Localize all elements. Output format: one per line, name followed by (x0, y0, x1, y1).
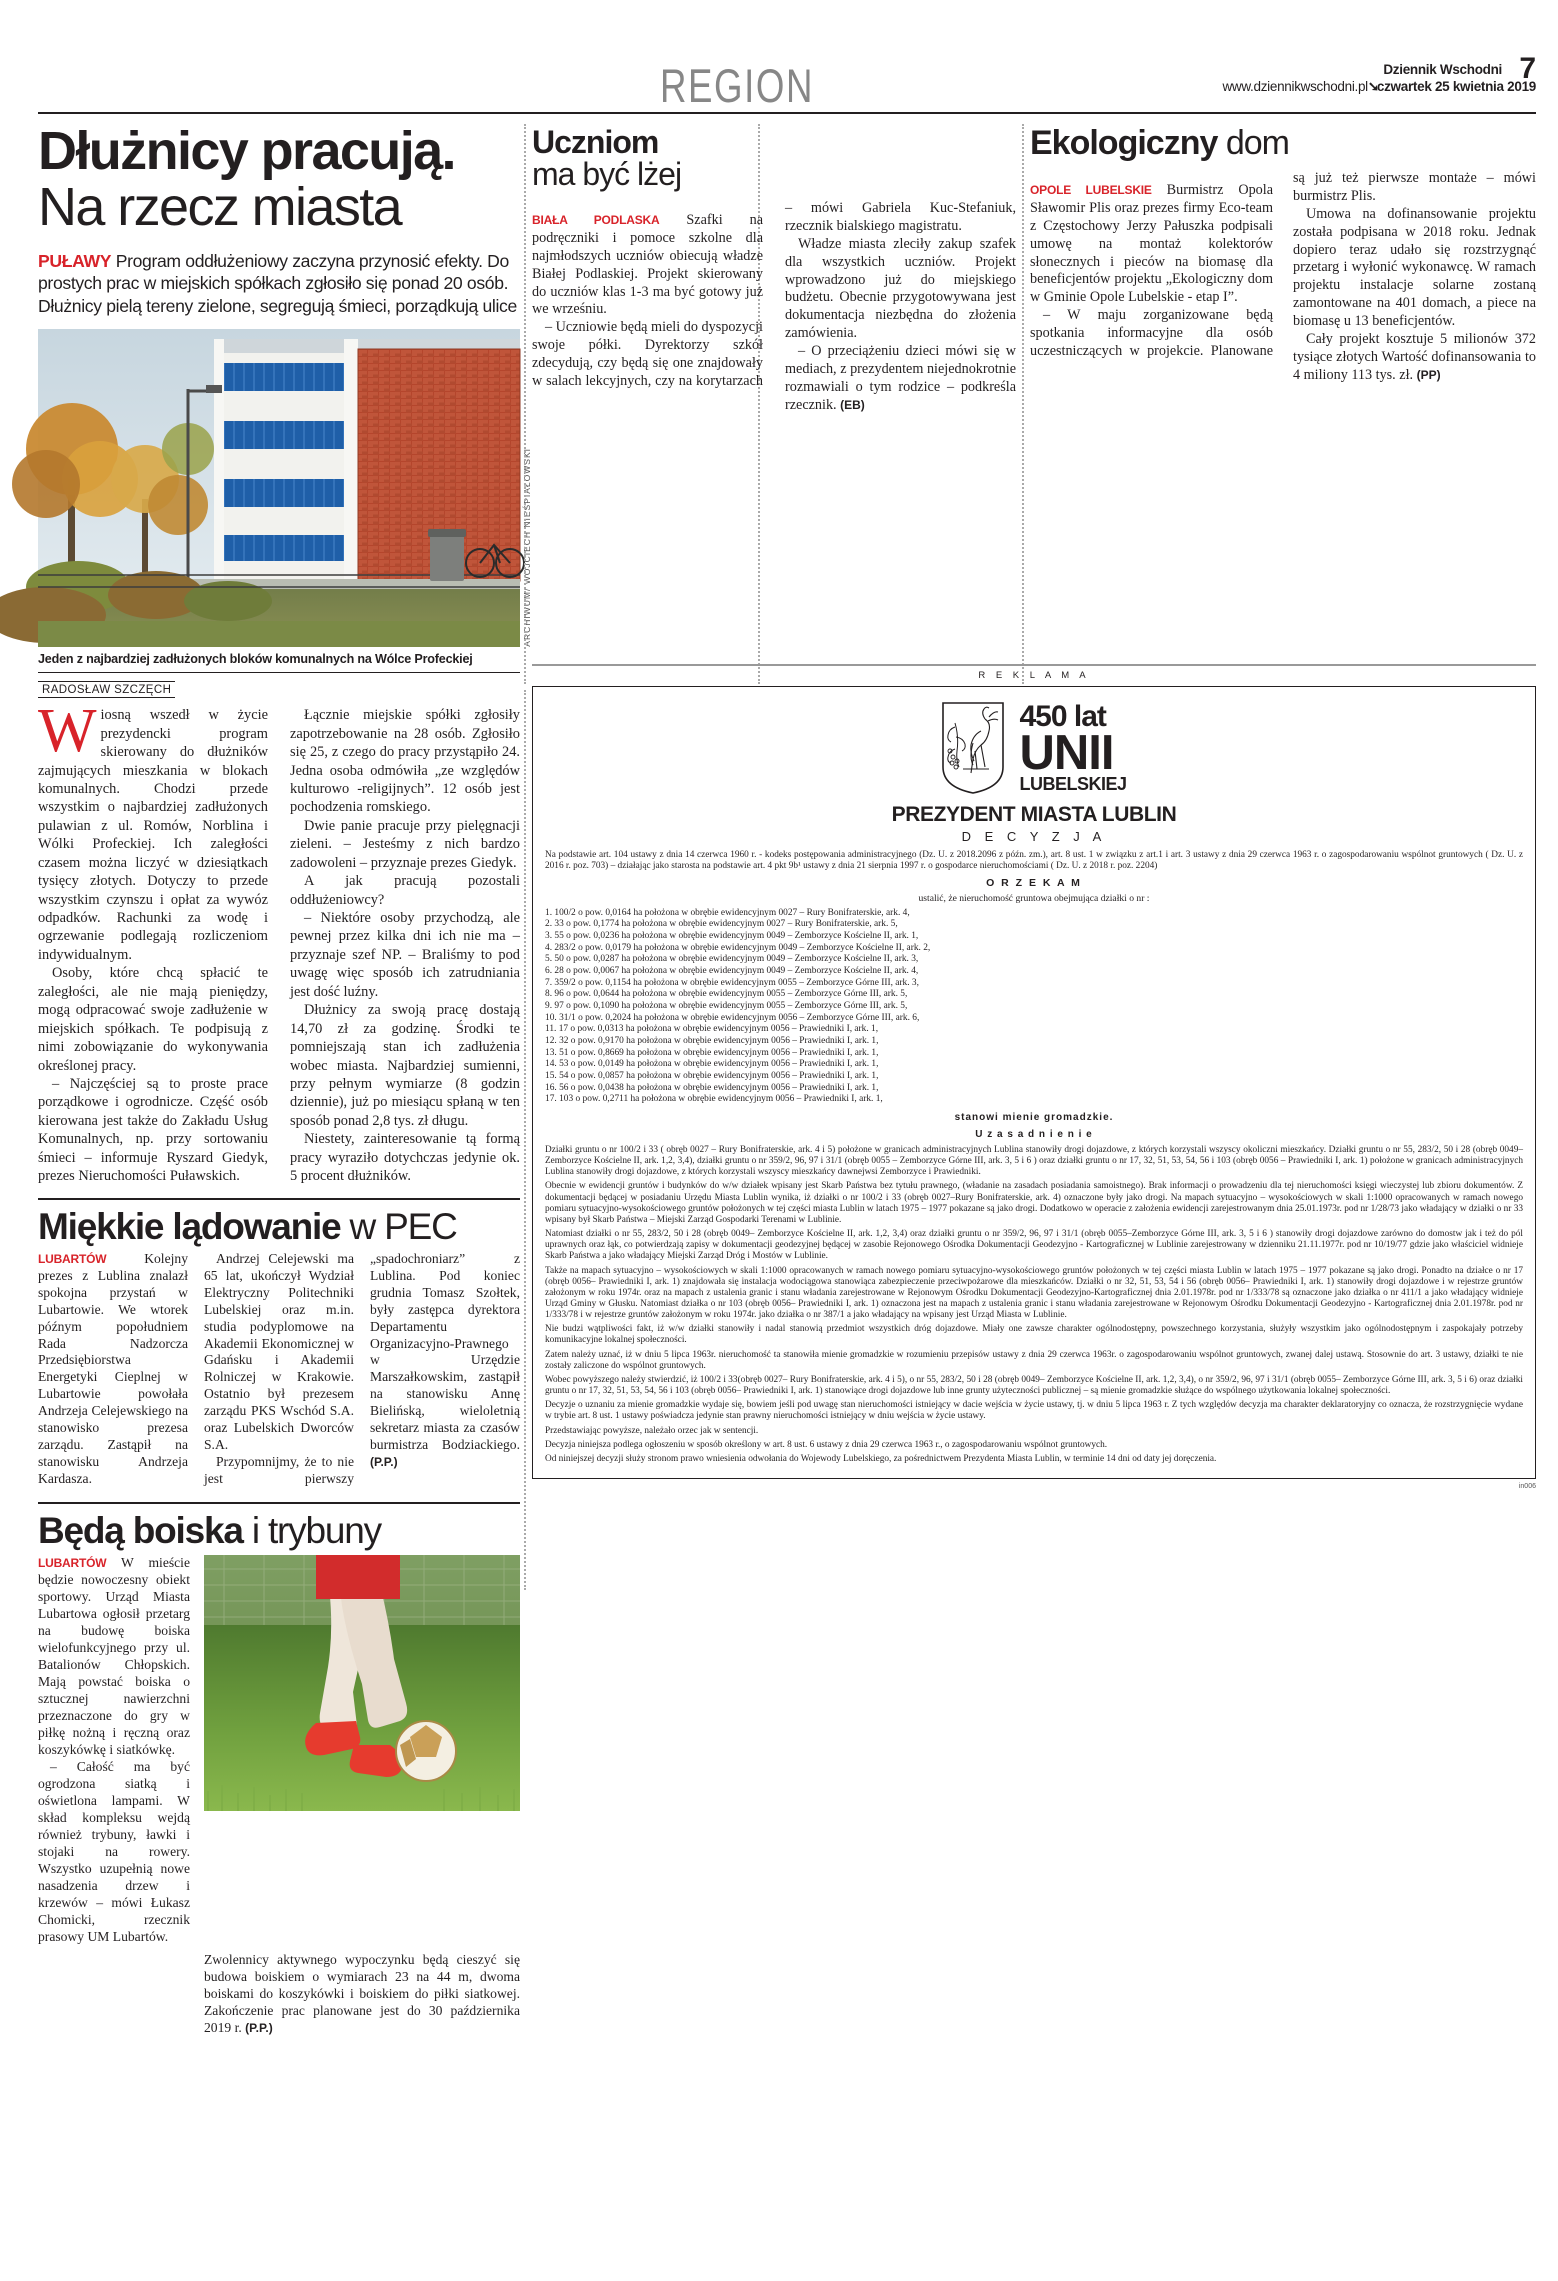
advert-logo (545, 701, 1523, 795)
pec-p3: Przypomnijmy, że to nie jest pierwszy „spadochroniarz” z Lublina. Pod koniec grudnia Tomasz Szołtek, były zastępca dyrektora Departamentu Organizacyjno-Prawnego w Urzędzie Marszałkowskim, zastąpił na stanowisku Annę Bielińską, wieloletnią sekretarz miasta za czasów burmistrza Bodziackiego. (204, 1250, 520, 1487)
list-item: 1. 100/2 o pow. 0,0164 ha położona w obrębie ewidencyjnym 0027 – Rury Bonifraterskie, ark. 4, (545, 907, 910, 918)
header-divider (38, 112, 1536, 114)
main-body (38, 697, 520, 1185)
boiska-caption (204, 1952, 520, 2037)
main-lead (38, 250, 520, 318)
list-item: 14. 53 o pow. 0,0149 ha położona w obrębie ewidencyjnym 0056 – Prawiedniki I, ark. 1, (545, 1059, 879, 1070)
boiska-p1: W mieście będzie nowoczesny obiekt sportowy. Urząd Miasta Lubartowa ogłosił przetarg na budowę boiska wielofunkcyjnego przy ul. Batalionów Chłopskich. Mają powstać boiska o sztucznej nawierzchni przeznaczone do gry w piłkę nożną i ręczną oraz koszykówkę i siatkówkę. (38, 1555, 190, 1758)
main-headline-light: Na rzecz miasta (38, 176, 402, 237)
advert-title: PREZYDENT MIASTA LUBLIN (891, 803, 1177, 826)
advert-orzekam-line: ustalić, że nieruchomość gruntowa obejmująca działki o nr : (918, 893, 1150, 905)
list-item: 11. 17 o pow. 0,0313 ha położona w obrębie ewidencyjnym 0056 – Prawiedniki I, ark. 1, (545, 1024, 879, 1035)
list-item: 13. 51 o pow. 0,8669 ha położona w obrębie ewidencyjnym 0056 – Prawiedniki I, ark. 1, (545, 1047, 879, 1058)
boiska-caption-row (38, 1952, 520, 2037)
uczniom-headline (532, 126, 1016, 190)
advert-paragraph: Od niniejszej decyzji służy stronom prawo wniesienia odwołania do Wojewody Lubelskiego, za pośrednictwem Prezydenta Miasta Lublin, w terminie 14 dni od daty jej doręczenia. (545, 1453, 1217, 1464)
paragraph (1030, 182, 1273, 307)
article-uczniom (532, 124, 1016, 415)
uczniom-headline-light: ma być lżej (532, 156, 682, 192)
list-item: 16. 56 o pow. 0,0438 ha położona w obrębie ewidencyjnym 0056 – Prawiedniki I, ark. 1, (545, 1082, 879, 1093)
main-lead-kicker: PUŁAWY (38, 250, 112, 271)
uczniom-body (532, 200, 1016, 415)
paragraph: Osoby, które chcą spłacić te zaległości, ale nie mają pieniędzy, mogą odpracować swoje zadłużenie w miejskich spółkach. Te podpisują z nimi zobowiązanie do wykonywania określonej pracy. (38, 965, 268, 1074)
section-title: REGION (660, 59, 814, 112)
advert-reference: in006 (1518, 1483, 1536, 1491)
eko-p1: Burmistrz Opola Sławomir Plis oraz prezes firmy Eco-team z Częstochowy Jerzy Pałuszka podpisali umowę na montaż kolektorów słonecznych i pieców na biomasę dla beneficjentów projektu „Ekologiczny dom w Gminie Opole Lubelskie - etap I”. (1030, 182, 1273, 306)
paragraph: – Najczęściej są to proste prace porządkowe i ogrodnicze. Część osób kierowana jest także do Zakładu Usług Komunalnych, np. przy sortowaniu śmieci – informuje Ryszard Giedyk, prezes Nieruchomości Puławskich. (38, 1075, 268, 1185)
uczniom-p4: – O przeciążeniu dzieci mówi się w mediach, z prezydentem niejednokrotnie rozmawiali o tym rodzice – podkreśla rzecznik. (785, 343, 1016, 413)
uczniom-p1: Szafki na podręczniki i pomoce szkolne dla najmłodszych uczniów obiecują władze Białej Podlaskiej. Projekt skierowany do uczniów klas 1-3 ma być gotowy już we wrześniu. (532, 212, 763, 318)
pec-headline (38, 1205, 520, 1247)
paragraph: – W maju zorganizowane będą spotkania informacyjne dla osób uczestniczących w projekcie. Planowane są już też pierwsze montaże – mówi burmistrz Plis. (1030, 170, 1536, 360)
main-photo (38, 329, 532, 648)
list-item: 4. 283/2 o pow. 0,0179 ha położona w obrębie ewidencyjnym 0049 – Zemborzyce Kościelne II, ark. 2, (545, 942, 931, 953)
photo-football-player (204, 1555, 520, 1811)
paragraph: Wiosną wszedł w życie prezydencki program skierowany do dłużników zajmujących mieszkania w blokach komunalnych. Chodzi przede wszystkim o najbardziej zadłużonych pulawian z ul. Romów, Norblina i Wólki Profeckiej. Ich zaległości czasem można liczyć w dziesiątkach tysięcy złotych. Dotyczy to przede wszystkim czynszu i opłat za wywóz odpadków. Rachunki za wodę i ogrzewanie podlegają rozliczeniom indywidualnym. (38, 697, 268, 963)
cursor-icon: ➘ (1367, 79, 1379, 94)
photo-credit: ARCHIWUM/ WOJCIECH NIEŚPIAŁOWSKI (522, 448, 532, 648)
paragraph: Umowa na dofinansowanie projektu została podpisana w 2018 roku. Jednak dopiero teraz udało się rozstrzygnąć przetarg i wyłonić wykonawcę. W ramach projektu instalacje solarne zostaną zamontowane na 401 domach, a piece na biomasę u 13 beneficjentów. (1293, 205, 1536, 330)
eko-headline (1030, 126, 1536, 160)
boiska-headline-light: i trybuny (242, 1510, 381, 1552)
list-item: 8. 96 o pow. 0,0644 ha położona w obrębie ewidencyjnym 0055 – Zemborzyce Górne III, ark. 5, (545, 989, 908, 1000)
lublin-crest-icon (941, 701, 1005, 795)
paragraph: A jak pracują pozostali oddłużeniowcy? (290, 873, 520, 908)
boiska-headline-bold: Będą boiska (38, 1510, 243, 1552)
advert-paragraph: Nie budzi wątpliwości fakt, iż w/w działki stanowiły i nadal stanowią przedmiot wszystkich dróg dojazdowe. Miały one zawsze charakter ogólnodostępny, powszechnego korzystania, służyły wszystkim jako ogólnodostępnym i zaspokajały potrzeby komunikacyjne lokalnej społeczności. (545, 1324, 1523, 1346)
article-dluznicy (38, 120, 532, 2037)
advert-orzekam: O R Z E K A M (986, 877, 1082, 890)
advert-paragraph: Natomiast działki o nr 55, 283/2, 50 i 28 (obręb 0049– Zemborzyce Kościelne II, ark. 1,2, 3,4) oraz działki gruntu o nr 359/2, 96, 97 i 31/1 (obręb 0055–Zemborzyce Górne III, ark. 3, 5 i 6 ) stanowiły drogi dojazdowe zarówno do domostw jak i też do pól uprawnych oraz łąk, co potwierdzają zapisy w dokumentacji geodezyjnej będącej w zasobie Rejonowego Ośrodka Dokumentacji Geodezyjno - Kartograficznej w Lublinie zarejestrowany w dzienniku 21.11.1977r. pod nr 10/19/77 gdzie jako właściciel widnieje Skarb Państwa a jako władający Miejski Zarząd Dróg i Mostów w Lublinie. (545, 1229, 1523, 1262)
page-number: 7 (1519, 52, 1536, 85)
advert-subtitle: D E C Y Z J A (961, 829, 1107, 844)
byline: RADOSŁAW SZCZĘCH (38, 681, 175, 698)
paragraph: Niestety, zainteresowanie tą formą pracy wyraziło dotychczas jedynie ok. 5 procent dłużników. (290, 1131, 520, 1185)
list-item: 5. 50 o pow. 0,0287 ha położona w obrębie ewidencyjnym 0049 – Zemborzyce Kościelne II, ark. 3, (545, 954, 919, 965)
masthead-info (1222, 52, 1536, 95)
advert-block (532, 664, 1536, 1490)
paragraph: Dwie panie pracuje przy pielęgnacji zieleni. – Jesteśmy z nich bardzo zadowoleni – przyznaje prezes Giedyk. (290, 817, 520, 871)
paragraph: Łącznie miejskie spółki zgłosiły zapotrzebowanie na 28 osób. Zgłosiło się 25, z czego do pracy przystąpiło 24. Jedna osoba odmówiła „ze względów kulturowo -religijnych”. 12 osób jest pochodzenia romskiego. (290, 707, 520, 816)
paragraph (38, 1555, 190, 1759)
advert-paragraph: Decyzja niniejsza podlega ogłoszeniu w sposób określony w art. 8 ust. 6 ustawy z dnia 29 czerwca 1963 r., o zagospodarowaniu wspólnot gruntowych. (545, 1439, 1108, 1450)
advert-stanowi: stanowi mienie gromadzkie. (954, 1111, 1114, 1123)
boiska-divider (38, 1502, 520, 1504)
list-item: 9. 97 o pow. 0,1090 ha położona w obrębie ewidencyjnym 0055 – Zemborzyce Górne III, ark. 5, (545, 1001, 908, 1012)
pec-p1: Kolejny prezes z Lublina znalazł spokojna przystań w Lubartowie. We wtorek późnym popołudniem Rada Nadzorcza Przedsiębiorstwa Energetyki Cieplnej w Lubartowie powołała Andrzeja Celejewskiego na stanowisko prezesa zarządu. Zastąpił na stanowisku Andrzeja Kardasza. (38, 1250, 188, 1487)
advert-450: 450 lat (1019, 700, 1106, 734)
paragraph (1293, 331, 1536, 385)
list-item: 12. 32 o pow. 0,9170 ha położona w obrębie ewidencyjnym 0056 – Prawiedniki I, ark. 1, (545, 1036, 879, 1047)
main-lead-text: Program oddłużeniowy zaczyna przynosić efekty. Do prostych prac w miejskich spółkach zgłosiło się ponad 20 osób. Dłużnicy pielą tereny zielone, segregują śmieci, porządkują ulice (38, 250, 517, 316)
eko-signature: (PP) (1416, 367, 1441, 382)
list-item: 17. 103 o pow. 0,2711 ha położona w obrębie ewidencyjnym 0056 – Prawiedniki I, ark. 1, (545, 1094, 883, 1105)
column-divider-3 (1022, 124, 1024, 684)
advert-paragraph: Zatem należy uznać, iż w dniu 5 lipca 1963r. nieruchomość ta stanowiła mienie gromadzkie w rozumieniu przepisów ustawy z dnia 29 czerwca 1963r. o zagospodarowaniu wspólnot gruntowych, zwanej dalej ustawą. Stosownie do art. 3 ustawy, działki te nie zostały zaliczone do wspólnot gruntowych. (545, 1349, 1523, 1371)
pec-headline-light: w PEC (340, 1205, 457, 1247)
caption-divider (38, 672, 520, 673)
advert-intro: Na podstawie art. 104 ustawy z dnia 14 czerwca 1960 r. - kodeks postępowania administracyjnego (Dz. U. z 2018.2096 z późn. zm.), art. 8 ust. 1 w związku z art.1 i art. 3 ustawy z dnia 29 czerwca 1963 r. o zagospodarowaniu wspólnot gruntowych ( Dz. U. z 2016 r. poz. 703) – działając jako starosta na podstawie art. 4 pkt 9b¹ ustawy z dnia 21 sierpnia 1997 r. o gospodarce nieruchomościami ( Dz. U. z 2018 r. poz. 2204) (545, 850, 1523, 872)
list-item: 2. 33 o pow. 0,1774 ha położona w obrębie ewidencyjnym 0027 – Rury Bonifraterskie, ark. 5, (545, 919, 898, 930)
boiska-kicker: LUBARTÓW (38, 1556, 107, 1571)
list-item: 7. 359/2 o pow. 0,1154 ha położona w obrębie ewidencyjnym 0055 – Zemborzyce Górne III, ark. 3, (545, 977, 919, 988)
boiska-caption-text: Zwolennicy aktywnego wypoczynku będą cieszyć się budowa boiskiem o wymiarach 23 na 44 m, dwoma boiskami do koszykówki i boiskiem do piłki siatkowej. Zakończenie prac planowane jest do 30 października 2019 r. (204, 1952, 520, 2035)
advert-parcel-list (545, 908, 1523, 1106)
paragraph: – Całość ma być ogrodzona siatką i oświetlona lampami. W skład kompleksu wejdą również trybuny, ławki i stojaki na rowery. Wszystko uzupełnią nowe nasadzenia drzew i krzewów – mówi Łukasz Chomicki, rzecznik prasowy UM Lubartów. (38, 1759, 190, 1945)
advert-paragraph: Przedstawiając powyższe, należało orzec jak w sentencji. (545, 1425, 759, 1436)
advert-top-rule (532, 664, 1536, 666)
advert-body (532, 686, 1536, 1479)
advert-paragraph: Obecnie w ewidencji gruntów i budynków do w/w działek wpisany jest Skarb Państwa bez tytułu prawnego, (władanie na zasadach posiadania samoistnego). Brak informacji o prowadzeniu dla tej nieruchomości księgi wieczystej lub zbioru dokumentów. Z dokumentacji będącej w posiadaniu Urzędu Miasta Lublin wynika, iż działki o nr 100/2 i 33 (obręb 0027–Rury Bonifraterskie, ark. 4) oznaczone były jako drogi. Na mapach sytuacyjno – wysokościowych w skali 1:1000 opracowanych w ramach nowego pomiaru sytuacyjno-wysokościowego gruntów położonych w tej części miasta Lublin w latach 1975 – 1977 pokazane są jako drogi. Dodatkowo w operacie z założenia ewidencji zarejestrowanym dnia 25.01.1973r. pod nr 1/28/73 jako władający w działki o nr 33 wpisany był Skarb Państwa – Miejski Zarząd Gospodarki Terenami w Lublinie. (545, 1181, 1523, 1225)
paragraph: Dłużnicy za swoją pracę dostają 14,70 zł za godzinę. Środki te pomniejszają stan ich zadłużenia wobec miasta. Najbardziej sumienni, przy pełnym wymiarze (8 godzin dziennie), już po miesiącu spłaną w ten sposób ponad 2,8 tys. zł długu. (290, 1002, 520, 1129)
paragraph (785, 343, 1016, 415)
boiska-signature: (P.P.) (245, 2020, 273, 2035)
main-headline-bold: Dłużnicy pracują. (38, 121, 455, 181)
uczniom-headline-bold: Uczniom (532, 124, 659, 160)
main-headline (38, 121, 520, 237)
photo-block-building (38, 329, 520, 647)
article-ekologiczny (1030, 124, 1536, 385)
advert-label: R E K L A M A (978, 670, 1090, 681)
list-item: 10. 31/1 o pow. 0,2024 ha położona w obrębie ewidencyjnym 0056 – Zemborzyce Górne III, ark. 6, (545, 1012, 920, 1023)
eko-headline-bold: Ekologiczny (1030, 124, 1218, 162)
uczniom-kicker: BIAŁA PODLASKA (532, 213, 660, 227)
column-divider-4 (524, 690, 526, 1590)
pec-body (38, 1251, 520, 1489)
advert-paragraph: Wobec powyższego należy stwierdzić, iż 100/2 i 33(obręb 0027– Rury Bonifraterskie, ark. 4 i 5), o nr 55, 283/2, 50 i 28 (obręb 0049– Zemborzyce Kościelne II, ark. 1,2, 3,4), o nr 359/2, 96, 97 i 31/1 (obręb 0055– Zemborzyce Górne III, ark. 3, 5 i 6) oraz działki gruntu o nr 17, 32, 51, 53, 54, 56 i 103 (obręb 0056– Prawiedniki I, ark. 1) stanowiące drogi dojazdowe lub inne grunty użyteczności publicznej – są mienie gromadzkie służące do wspólnego użytkowania lokalnej społeczności. (545, 1374, 1523, 1397)
eko-p4: Cały projekt kosztuje 5 milionów 372 tysiące złotych Wartość dofinansowania to 4 miliony 113 tys. zł. (1293, 331, 1536, 383)
paper-url: www.dziennikwschodni.pl (1222, 79, 1368, 94)
advert-uzasadnienie-heading: U z a s a d n i e n i e (975, 1128, 1093, 1140)
main-photo-caption: Jeden z najbardziej zadłużonych bloków komunalnych na Wólce Profeckiej (38, 652, 473, 667)
paragraph (532, 212, 763, 319)
boiska-text-col (38, 1555, 190, 1946)
boiska-photo (204, 1555, 520, 1811)
list-item: 15. 54 o pow. 0,0857 ha położona w obrębie ewidencyjnym 0056 – Prawiedniki I, ark. 1, (545, 1071, 879, 1081)
eko-body (1030, 170, 1536, 385)
paper-date: czwartek 25 kwietnia 2019 (1376, 79, 1536, 94)
advert-lubelskiej: LUBELSKIEJ (1019, 774, 1127, 795)
pec-divider (38, 1198, 520, 1200)
paragraph: – Niektóre osoby przychodzą, ale pewnej przez kilka dni ich nie ma – przyznaje szef NP. – Braliśmy to pod uwagę więc sposób ich zatrudniania jest dość luźny. (290, 910, 520, 1000)
advert-paragraph: Decyzje o uznaniu za mienie gromadzkie wydaje się, bowiem jeśli pod uwagę stan nieruchomości istniejący w dacie wejścia w życie ustawy, tj. w dniu 5 lipca 1963 r. Z tych względów decyzja ma charakter deklaratoryjny co oznacza, że rozstrzygnięcie wydane w trybie art. 8 ust. 1 ustawy poświadcza jedynie stan prawny nieruchomości istniejący w dniu wejścia w życie ustawy. (545, 1400, 1523, 1422)
boiska-headline (38, 1510, 520, 1552)
list-item: 3. 55 o pow. 0,0236 ha położona w obrębie ewidencyjnym 0049 – Zemborzyce Kościelne II, ark. 1, (545, 931, 919, 942)
column-divider-1 (524, 124, 526, 684)
pec-kicker: LUBARTÓW (38, 1251, 107, 1266)
masthead (0, 0, 1558, 112)
advert-paragraph: Działki gruntu o nr 100/2 i 33 ( obręb 0027 – Rury Bonifraterskie, ark. 4 i 5) położone w granicach administracyjnych Lublina stanowiły drogi dojazdowe, z których korzystali wszyscy okoliczni mieszkańcy. Działki gruntu o nr 55, 283/2, 50 i 28 (obręb 0049– Zemborzyce Kościelne II, ark. 1,2, 3,4), działki gruntu o nr 359/2, 96, 97 i 31/1 (obręb 0055 – Zemborzyce Górne III, ark. 3, 5 i 6 ) oraz działki gruntu o nr 17, 32, 51, 53, 54, 56 i 103 (obręb 0056 – Prawiedniki I, ark. 1) położone w granicach administracyjnych Lublina stanowiły drogi dojazdowe, z których korzystali wszyscy mieszkańcy dawnejwsi Zemborzyce i Prawiedniki. (545, 1144, 1523, 1178)
paragraph: Władze miasta zleciły zakup szafek dla wszystkich uczniów. Projekt wprowadzono już do miejskiego budżetu. Obecnie przygotowywana jest dokumentacja niezbędna do złożenia zamówienia. (785, 235, 1016, 342)
paragraph: – Uczniowie będą mieli do dyspozycji swoje półki. Dyrektorzy szkół zdecydują, czy będą się one znajdowały w salach lekcyjnych, czy na korytarzach – mówi Gabriela Kuc-Stefaniuk, rzecznik bialskiego magistratu. (532, 200, 1016, 390)
advert-unii: UNII (1019, 725, 1114, 780)
paragraph: Andrzej Celejewski ma 65 lat, ukończył Wydział Elektryczny Politechniki Lubelskiej oraz m.in. studia podyplomowe na Akademii Ekonomicznej w Gdańsku i Akademii Rolniczej w Krakowie. Ostatnio był prezesem zarządu PKS Wschód S.A. oraz Lubelskich Dworców S.A. (204, 1250, 354, 1453)
pec-headline-bold: Miękkie lądowanie (38, 1205, 341, 1247)
pec-signature: (P.P.) (370, 1455, 398, 1470)
paper-name: Dziennik Wschodni (1383, 62, 1502, 77)
advert-paragraph: Także na mapach sytuacyjno – wysokościowych w skali 1:1000 opracowanych w ramach nowego pomiaru sytuacyjno-wysokościowego gruntów położonych w tej części miasta Lublin w latach 1975 – 1977 pokazane są jako drogi. Ponadto na działce o nr 17 (obręb 0056– Prawiedniki I, ark. 1) znajdowała się instalacja wodociągowa stanowiąca zabezpieczenie przeciwpożarowe dla mieszkańców. Działki o nr 32, 51, 53, 54 i 56 (obręb 0056– Prawiedniki I, ark. 1) stanowiły drogi dojazdowe i w rejestrze gruntów założonym w roku 1974r. oraz na mapach z ustalenia granic i stanu władania zarejestrowane w Rejonowym Ośrodku Dokumentacji Geodezyjno-Kartograficznej dnia 2.01.1978r. pod nr 1/333/78 są oznaczone jako działka o nr 411/1 a jako władający widnieje Urząd Gminy w Głusku. Natomiast działka o nr 103 (obręb 0056– Prawiedniki I, ark. 1) oznaczona jest na mapach z ustalenia granic i stanu władania zarejestrowane w Rejonowym Ośrodku Dokumentacji Geodezyjno - Kartograficznej dnia 2.01.1978r. pod nr 1/333/78 i w rejestrze gruntów założonym w roku 1974r. jako działka o nr 387/1 a jako władający na wpisany jest Urząd Miasta w Lublinie. (545, 1265, 1523, 1321)
paragraph (38, 1251, 188, 1489)
masthead-url-date (1222, 79, 1536, 95)
eko-kicker: OPOLE LUBELSKIE (1030, 183, 1152, 197)
eko-headline-light: dom (1217, 124, 1289, 162)
advert-logo-text (1019, 700, 1127, 795)
list-item: 6. 28 o pow. 0,0067 ha położona w obrębie ewidencyjnym 0049 – Zemborzyce Kościelne II, ark. 4, (545, 966, 919, 977)
uczniom-signature: (EB) (840, 397, 865, 412)
